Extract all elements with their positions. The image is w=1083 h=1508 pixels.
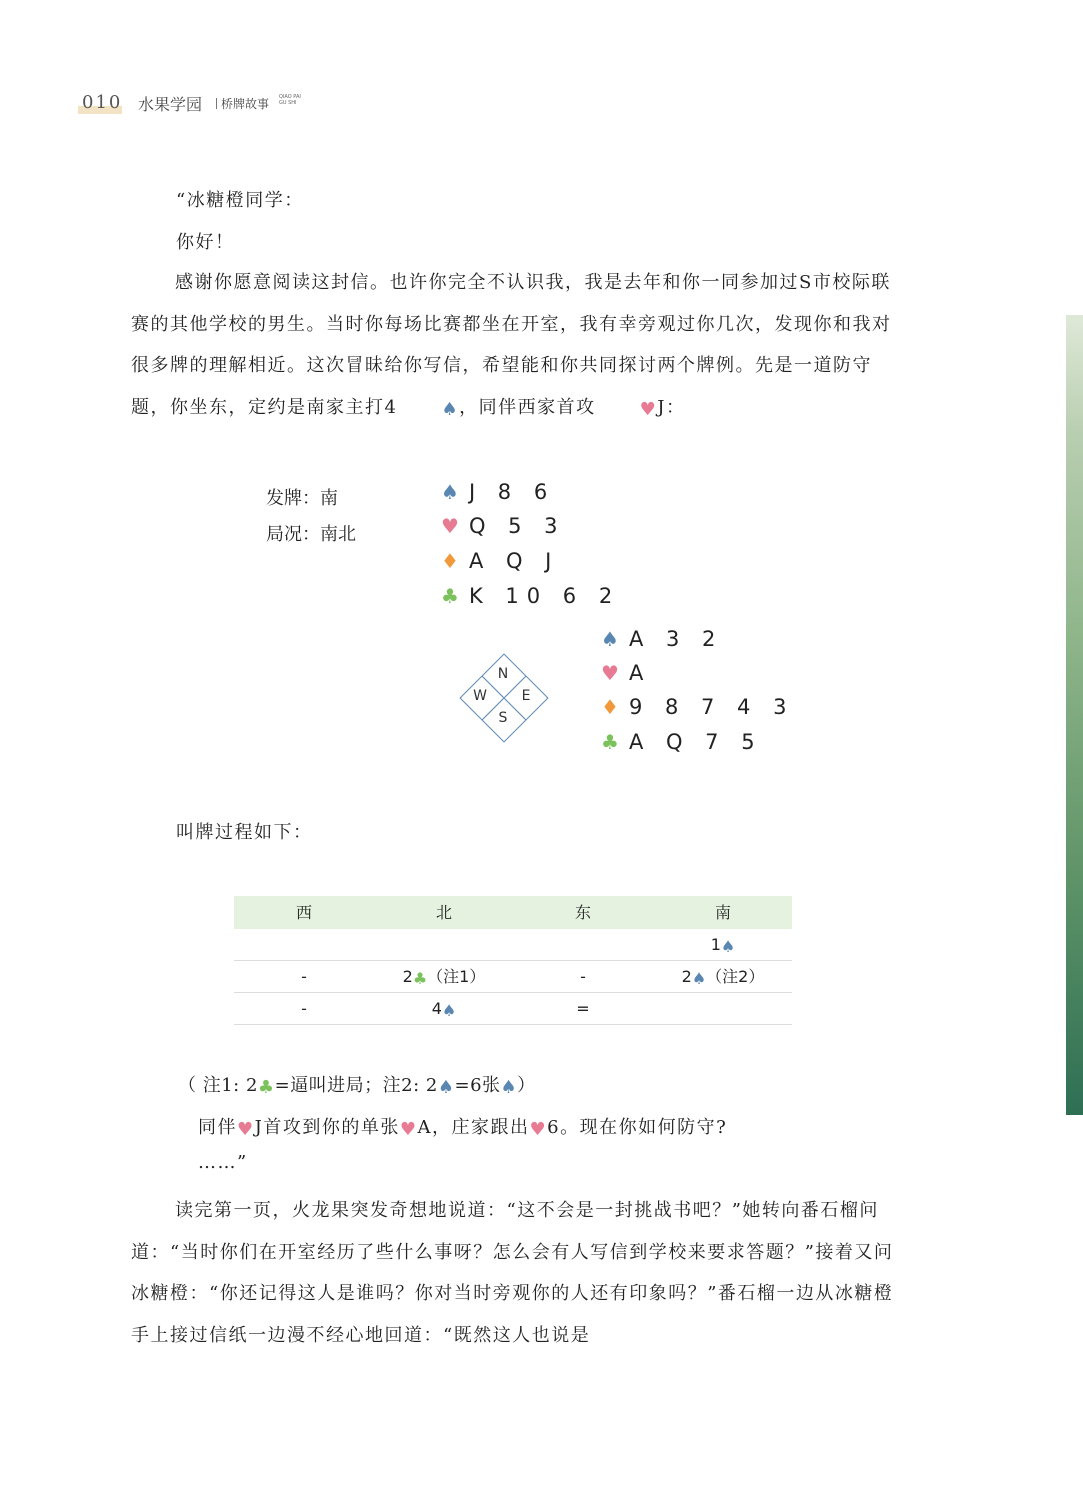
diamond-icon: ♦ xyxy=(441,549,459,573)
heart-icon: ♥ xyxy=(441,514,459,538)
header-separator xyxy=(216,98,217,109)
spade-icon: ♠ xyxy=(441,480,459,504)
bid-cell: - xyxy=(580,967,586,986)
bid-note-label: （注2） xyxy=(706,967,765,986)
letter-paragraph xyxy=(131,262,897,430)
spade-icon: ♠ xyxy=(500,1077,518,1098)
pinyin-line-1: QIAO PAI xyxy=(279,94,301,100)
page-number: 010 xyxy=(82,92,123,113)
spade-icon: ♠ xyxy=(437,1077,455,1098)
bid-level: 1 xyxy=(710,935,721,954)
east-diamonds xyxy=(601,695,794,719)
bid-note-label: （注1） xyxy=(427,967,486,986)
east-spades-cards: A 3 2 xyxy=(628,627,724,651)
bid-level: 4 xyxy=(431,999,442,1018)
bidding-intro: 叫牌过程如下： xyxy=(176,822,313,843)
header-south: 南 xyxy=(714,903,731,922)
spade-icon: ♠ xyxy=(441,398,460,420)
bidding-header-row xyxy=(234,896,792,929)
spade-icon: ♠ xyxy=(691,969,707,988)
bidding-notes xyxy=(178,1071,536,1098)
vulnerability-label: 局况：南北 xyxy=(266,524,356,545)
north-clubs xyxy=(441,584,620,608)
note-text: =逼叫进局；注2: 2 xyxy=(274,1075,438,1096)
bid-cell xyxy=(374,961,514,994)
bidding-table xyxy=(234,896,792,1025)
compass-e: E xyxy=(521,688,531,704)
header-east: 东 xyxy=(574,903,591,922)
compass-n: N xyxy=(497,666,509,682)
heart-icon: ♥ xyxy=(237,1119,255,1140)
letter-greeting: 你好！ xyxy=(176,232,235,253)
table-row xyxy=(234,961,792,993)
section-pinyin xyxy=(279,94,301,106)
letter-paragraph-end: J： xyxy=(657,396,686,418)
bid-cell: - xyxy=(301,999,307,1018)
east-clubs-cards: A Q 7 5 xyxy=(628,730,763,754)
note-text: ） xyxy=(517,1075,536,1096)
bid-level: 2 xyxy=(681,967,692,986)
east-diamonds-cards: 9 8 7 4 3 xyxy=(628,695,795,719)
book-title: 水果学园 xyxy=(138,95,203,114)
letter-paragraph-text: 感谢你愿意阅读这封信。也许你完全不认识我，我是去年和你一同参加过S市校际联赛的其他学校的男生。当时你每场比赛都坐在开室，我有幸旁观过你几次，发现你和我对很多牌的理解相近。这次冒昧给你写信，希望能和你共同探讨两个牌例。先是一道防守题，你坐东，定约是南家主打4 xyxy=(131,272,892,418)
letter-ellipsis: ……” xyxy=(198,1152,248,1173)
club-icon: ♣ xyxy=(257,1077,275,1098)
letter-salutation: “冰糖橙同学： xyxy=(176,190,304,211)
narrative-paragraph: 读完第一页，火龙果突发奇想地说道：“这不会是一封挑战书吧？”她转向番石榴问道：“当时你们在开室经历了些什么事呀？怎么会有人写信到学校来要求答题？”接着又问冰糖橙：“你还记得这人是谁吗？你对当时旁观你的人还有印象吗？”番石榴一边从冰糖橙手上接过信纸一边漫不经心地回道：“既然这人也说是 xyxy=(131,1200,894,1346)
heart-icon: ♥ xyxy=(399,1119,418,1140)
section-title: 桥牌故事 xyxy=(221,97,270,111)
compass-diagram xyxy=(458,652,548,742)
diamond-icon: ♦ xyxy=(601,695,619,719)
dealer-label: 发牌：南 xyxy=(266,488,338,509)
heart-icon: ♥ xyxy=(529,1119,548,1140)
bid-cell: = xyxy=(576,999,590,1018)
east-hearts-cards: A xyxy=(628,661,652,685)
bid-level: 2 xyxy=(402,967,413,986)
header-west: 西 xyxy=(295,903,312,922)
spade-icon: ♠ xyxy=(720,937,736,956)
north-hearts xyxy=(441,514,566,538)
bid-cell: - xyxy=(301,967,307,986)
spade-icon: ♠ xyxy=(601,627,619,651)
question-text: 6。现在你如何防守? xyxy=(547,1117,728,1138)
compass-w: W xyxy=(473,688,487,704)
table-row xyxy=(234,993,792,1025)
north-diamonds-cards: A Q J xyxy=(468,549,560,573)
north-spades xyxy=(441,480,555,504)
table-row xyxy=(234,929,792,961)
east-hearts xyxy=(601,661,651,685)
north-hearts-cards: Q 5 3 xyxy=(468,514,566,538)
bid-cell xyxy=(374,993,514,1026)
club-icon: ♣ xyxy=(412,969,428,988)
club-icon: ♣ xyxy=(441,584,459,608)
page-header xyxy=(0,88,420,118)
pinyin-line-2: GU SHI xyxy=(279,100,297,106)
east-clubs xyxy=(601,730,763,754)
east-spades xyxy=(601,627,723,651)
north-spades-cards: J 8 6 xyxy=(468,480,556,504)
bid-cell xyxy=(653,929,793,962)
note-text: =6张 xyxy=(454,1075,501,1096)
header-north: 北 xyxy=(435,903,452,922)
defense-question xyxy=(198,1113,727,1140)
spade-icon: ♠ xyxy=(441,1001,457,1020)
compass-s: S xyxy=(498,710,508,726)
letter-paragraph-mid: ，同伴西家首攻 xyxy=(459,396,596,418)
north-clubs-cards: K 10 6 2 xyxy=(468,584,621,608)
club-icon: ♣ xyxy=(601,730,619,754)
heart-icon: ♥ xyxy=(601,661,619,685)
question-text: J首攻到你的单张 xyxy=(254,1117,400,1138)
north-diamonds xyxy=(441,549,559,573)
note-text: （ 注1: 2 xyxy=(178,1075,258,1096)
bid-cell xyxy=(653,961,793,994)
question-text: A，庄家跟出 xyxy=(417,1117,530,1138)
page-edge-decoration xyxy=(1066,315,1083,1115)
question-text: 同伴 xyxy=(198,1117,237,1138)
heart-icon: ♥ xyxy=(639,398,658,420)
